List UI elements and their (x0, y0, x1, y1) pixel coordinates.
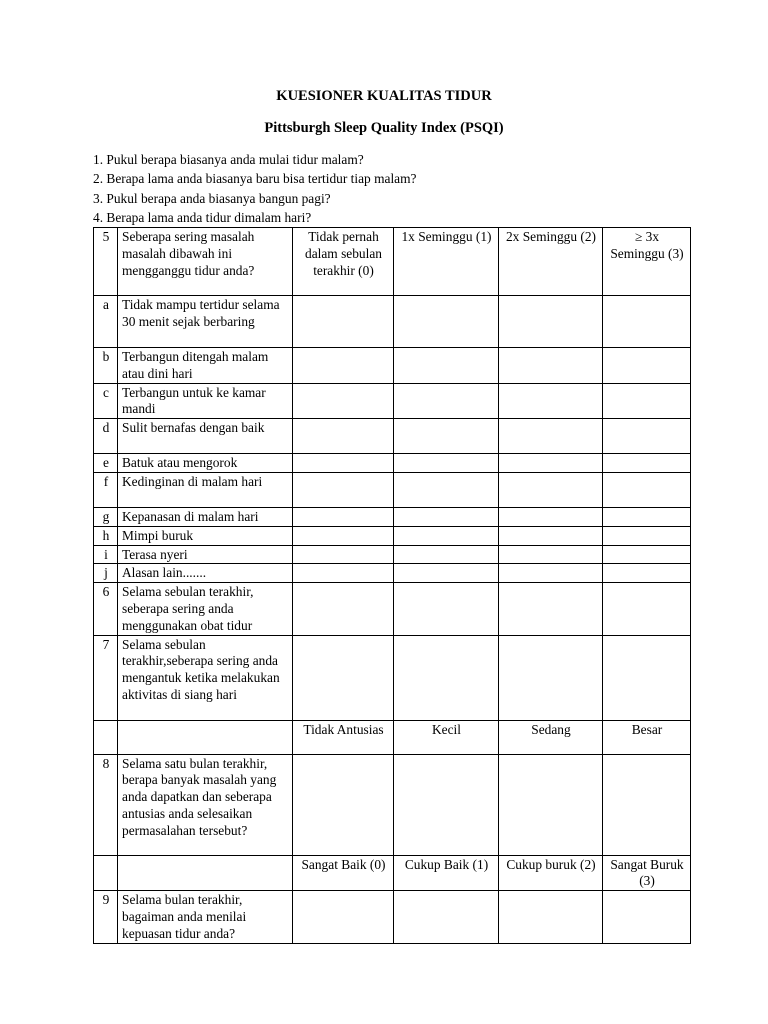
row-text: Kedinginan di malam hari (118, 472, 293, 507)
table-row (94, 454, 691, 473)
row-text: Selama sebulan terakhir, seberapa sering anda menggunakan obat tidur (118, 583, 293, 635)
answer-cell[interactable] (394, 635, 499, 720)
answer-cell[interactable] (499, 507, 603, 526)
answer-cell[interactable] (293, 454, 394, 473)
answer-cell[interactable] (603, 754, 691, 855)
answer-cell[interactable] (394, 754, 499, 855)
table-row (94, 526, 691, 545)
row-letter: c (94, 383, 118, 419)
row-text: Terbangun ditengah malam atau dini hari (118, 348, 293, 384)
answer-cell[interactable] (603, 545, 691, 564)
answer-cell[interactable] (293, 419, 394, 454)
row-number: 8 (94, 754, 118, 855)
row-text: Terbangun untuk ke kamar mandi (118, 383, 293, 419)
row-text: Kepanasan di malam hari (118, 507, 293, 526)
answer-cell[interactable] (293, 526, 394, 545)
table-row (94, 545, 691, 564)
answer-cell[interactable] (394, 472, 499, 507)
row-letter: g (94, 507, 118, 526)
document-subtitle: Pittsburgh Sleep Quality Index (PSQI) (264, 120, 504, 136)
row-text: Tidak mampu tertidur selama 30 menit sejak berbaring (118, 296, 293, 348)
table-row (94, 296, 691, 348)
answer-cell[interactable] (293, 383, 394, 419)
answer-cell[interactable] (499, 454, 603, 473)
row-letter: i (94, 545, 118, 564)
answer-cell[interactable] (293, 507, 394, 526)
answer-cell[interactable] (394, 507, 499, 526)
quality-option-0: Sangat Baik (0) (293, 855, 394, 891)
row-text: Sulit bernafas dengan baik (118, 419, 293, 454)
table-row (94, 507, 691, 526)
header-number: 5 (94, 228, 118, 296)
row-letter: b (94, 348, 118, 384)
table-row (94, 383, 691, 419)
row-text: Selama satu bulan terakhir, berapa banyak masalah yang anda dapatkan dan seberapa antusias anda selesaikan permasalahan tersebut? (118, 754, 293, 855)
document-title: KUESIONER KUALITAS TIDUR (276, 88, 492, 104)
answer-cell[interactable] (394, 564, 499, 583)
answer-cell[interactable] (293, 635, 394, 720)
answer-cell[interactable] (499, 383, 603, 419)
answer-cell[interactable] (499, 891, 603, 943)
quality-header-row (94, 855, 691, 891)
question-4: 4. Berapa lama anda tidur dimalam hari? (93, 209, 312, 225)
answer-cell[interactable] (603, 507, 691, 526)
enthusiasm-header-row (94, 720, 691, 754)
answer-cell[interactable] (603, 583, 691, 635)
row-text: Selama sebulan terakhir,seberapa sering anda mengantuk ketika melakukan aktivitas di siang hari (118, 635, 293, 720)
answer-cell[interactable] (394, 526, 499, 545)
row-letter: d (94, 419, 118, 454)
table-row (94, 472, 691, 507)
answer-cell[interactable] (499, 545, 603, 564)
answer-cell[interactable] (293, 348, 394, 384)
table-row (94, 564, 691, 583)
answer-cell[interactable] (394, 419, 499, 454)
header-option-3: ≥ 3x Seminggu (3) (603, 228, 691, 296)
row-text: Batuk atau mengorok (118, 454, 293, 473)
row-number: 7 (94, 635, 118, 720)
answer-cell[interactable] (293, 754, 394, 855)
empty-cell (94, 720, 118, 754)
answer-cell[interactable] (293, 891, 394, 943)
answer-cell[interactable] (499, 635, 603, 720)
question-3: 3. Pukul berapa anda biasanya bangun pagi? (93, 190, 331, 206)
empty-cell (118, 855, 293, 891)
question-2: 2. Berapa lama anda biasanya baru bisa tertidur tiap malam? (93, 171, 417, 187)
answer-cell[interactable] (499, 419, 603, 454)
answer-cell[interactable] (394, 545, 499, 564)
answer-cell[interactable] (499, 472, 603, 507)
table-row (94, 635, 691, 720)
answer-cell[interactable] (293, 545, 394, 564)
enthusiasm-option-3: Besar (603, 720, 691, 754)
row-text: Mimpi buruk (118, 526, 293, 545)
empty-cell (94, 855, 118, 891)
answer-cell[interactable] (603, 383, 691, 419)
enthusiasm-option-1: Kecil (394, 720, 499, 754)
table-row (94, 419, 691, 454)
open-questions (93, 150, 693, 227)
table-row (94, 583, 691, 635)
answer-cell[interactable] (394, 348, 499, 384)
question-1: 1. Pukul berapa biasanya anda mulai tidur malam? (93, 152, 364, 167)
answer-cell[interactable] (394, 891, 499, 943)
answer-cell[interactable] (603, 296, 691, 348)
enthusiasm-option-0: Tidak Antusias (293, 720, 394, 754)
row-letter: f (94, 472, 118, 507)
row-letter: e (94, 454, 118, 473)
answer-cell[interactable] (603, 891, 691, 943)
row-letter: a (94, 296, 118, 348)
table-row (94, 891, 691, 943)
row-letter: j (94, 564, 118, 583)
answer-cell[interactable] (499, 564, 603, 583)
row-number: 6 (94, 583, 118, 635)
answer-cell[interactable] (603, 526, 691, 545)
answer-cell[interactable] (499, 754, 603, 855)
empty-cell (118, 720, 293, 754)
header-option-2: 2x Seminggu (2) (499, 228, 603, 296)
answer-cell[interactable] (394, 583, 499, 635)
header-option-0: Tidak pernah dalam sebulan terakhir (0) (293, 228, 394, 296)
table-row (94, 754, 691, 855)
row-number: 9 (94, 891, 118, 943)
answer-cell[interactable] (293, 296, 394, 348)
enthusiasm-option-2: Sedang (499, 720, 603, 754)
answer-cell[interactable] (499, 583, 603, 635)
row-text: Terasa nyeri (118, 545, 293, 564)
row-text: Selama bulan terakhir, bagaiman anda menilai kepuasan tidur anda? (118, 891, 293, 943)
psqi-table (93, 227, 691, 944)
answer-cell[interactable] (603, 472, 691, 507)
answer-cell[interactable] (603, 635, 691, 720)
answer-cell[interactable] (394, 296, 499, 348)
answer-cell[interactable] (603, 419, 691, 454)
header-question: Seberapa sering masalah masalah dibawah ini mengganggu tidur anda? (118, 228, 293, 296)
answer-cell[interactable] (499, 348, 603, 384)
table-row (94, 348, 691, 384)
answer-cell[interactable] (603, 348, 691, 384)
answer-cell[interactable] (293, 583, 394, 635)
answer-cell[interactable] (603, 564, 691, 583)
answer-cell[interactable] (499, 526, 603, 545)
answer-cell[interactable] (394, 454, 499, 473)
row-text: Alasan lain....... (118, 564, 293, 583)
answer-cell[interactable] (293, 564, 394, 583)
row-letter: h (94, 526, 118, 545)
header-option-1: 1x Seminggu (1) (394, 228, 499, 296)
answer-cell[interactable] (603, 454, 691, 473)
answer-cell[interactable] (499, 296, 603, 348)
quality-option-2: Cukup buruk (2) (499, 855, 603, 891)
table-header-row (94, 228, 691, 296)
quality-option-1: Cukup Baik (1) (394, 855, 499, 891)
quality-option-3: Sangat Buruk (3) (603, 855, 691, 891)
answer-cell[interactable] (394, 383, 499, 419)
answer-cell[interactable] (293, 472, 394, 507)
